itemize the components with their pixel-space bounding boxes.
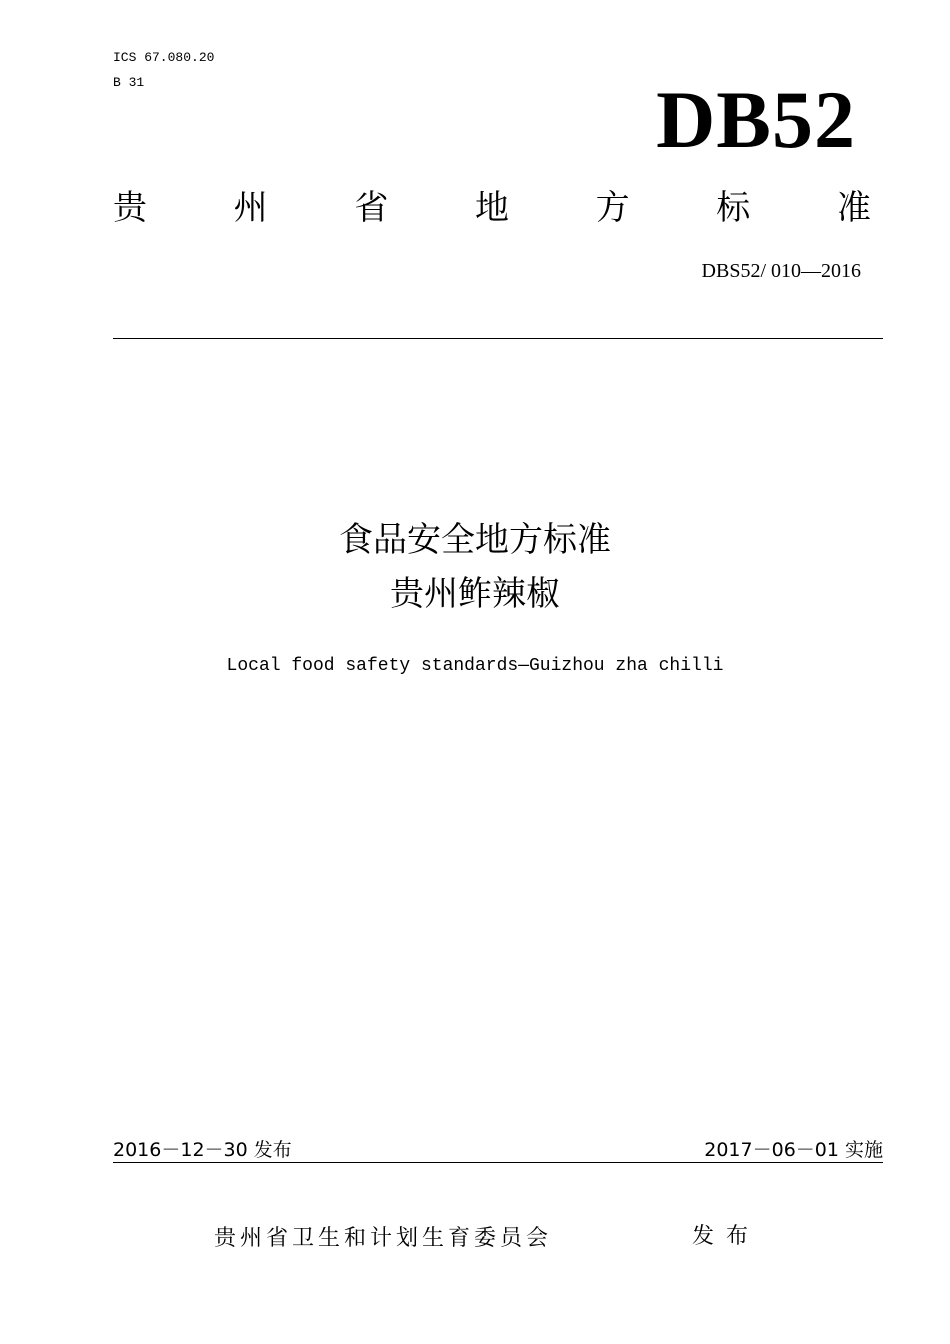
issue-date: 2016－12－30 发布 [113,1139,292,1161]
issuing-authority: 贵州省卫生和计划生育委员会 [214,1226,553,1251]
document-title-english: Local food safety standards—Guizhou zha chilli [226,656,724,676]
standard-type-heading [113,186,871,230]
implementation-date: 2017－06－01 实施 [704,1139,883,1161]
standard-logo: DB52 [656,74,856,165]
standard-type-char: 准 [836,188,871,228]
issue-label: 发布 [692,1224,761,1249]
standard-number: DBS52/ 010—2016 [701,260,861,282]
standard-type-char: 地 [474,188,509,228]
header-divider [113,338,883,339]
ccs-code: B 31 [113,75,145,90]
footer-divider [113,1162,883,1163]
standard-type-char: 省 [354,188,389,228]
ics-code: ICS 67.080.20 [113,50,215,65]
standard-type-char: 方 [595,188,630,228]
standard-type-char: 州 [233,188,268,228]
document-title-line2: 贵州鲊辣椒 [390,574,560,614]
document-title-line1: 食品安全地方标准 [339,520,611,560]
standard-type-char: 贵 [113,188,147,228]
standard-type-char: 标 [716,188,751,228]
